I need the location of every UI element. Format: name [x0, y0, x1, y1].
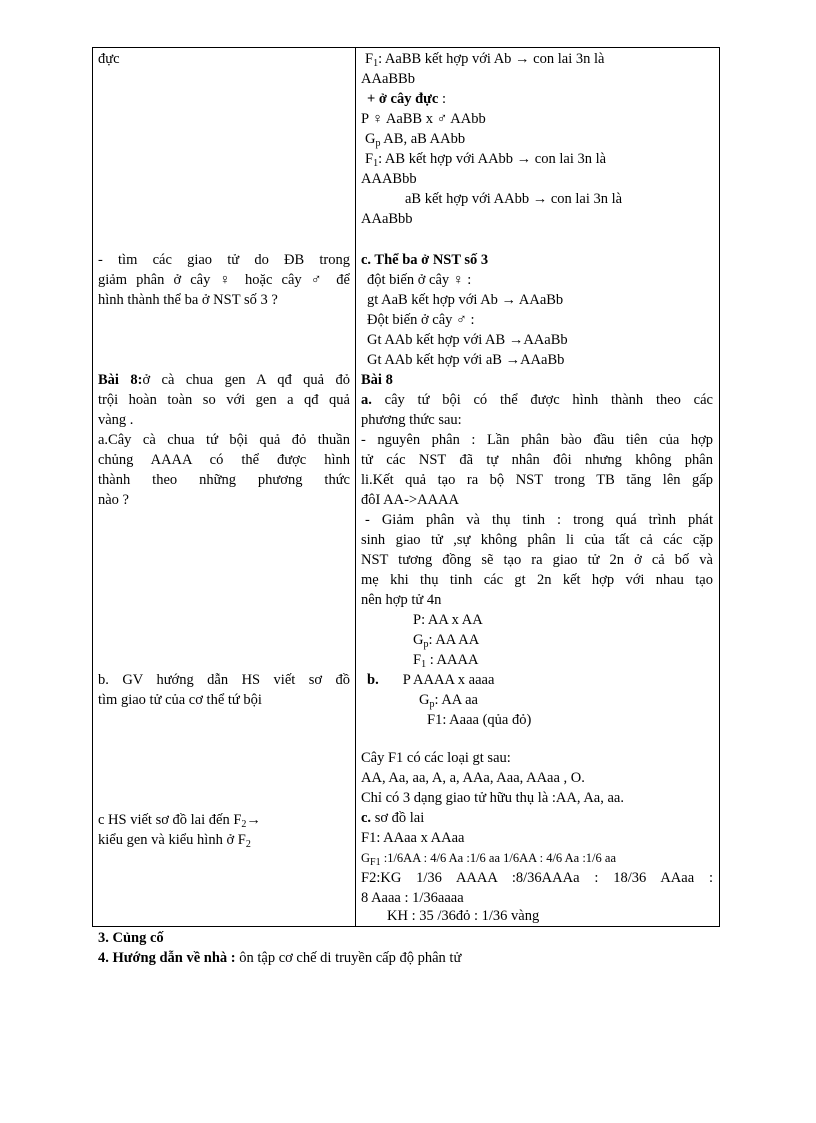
right-text: G	[413, 632, 424, 648]
right-text	[361, 808, 713, 828]
left-text: vàng .	[98, 412, 134, 428]
right-text	[419, 690, 771, 710]
homework-line	[98, 948, 461, 968]
right-text: sinh giao tử ,sự không phân li của tất cả các cặp	[361, 532, 713, 548]
right-text: AAaBBb	[361, 71, 415, 87]
subscript: F1	[370, 857, 381, 868]
right-text: P AAAA x aaaa	[402, 672, 495, 688]
right-text: AB, aB AAbb	[380, 131, 466, 147]
left-text	[98, 370, 350, 390]
left-text: chủng AAAA có thể được hình	[98, 452, 350, 468]
right-text: : AB kết hợp với AAbb → con lai 3n là	[378, 151, 607, 167]
right-text	[365, 129, 717, 149]
item-marker: c.	[361, 810, 372, 826]
right-text: F2:KG 1/36 AAAA :8/36AAAa : 18/36 AAaa :	[361, 870, 713, 886]
left-text: a.Cây cà chua tứ bội quả đỏ thuần	[98, 432, 350, 448]
right-text: li.Kết quả tạo ra bộ NST trong TB tăng lên gấp	[361, 472, 713, 488]
right-text: đột biến ở cây ♀ :	[367, 272, 472, 288]
right-text: Đột biến ở cây ♂ :	[367, 312, 475, 328]
section-heading: c. Thể ba ở NST số 3	[361, 252, 489, 268]
left-text	[98, 810, 350, 830]
right-text: G	[365, 131, 376, 147]
item-marker: b.	[367, 672, 379, 688]
left-text: tìm giao tử của cơ thể tứ bội	[98, 692, 262, 708]
right-text: : AAAA	[426, 652, 479, 668]
right-text: phương thức sau:	[361, 412, 462, 428]
right-text	[367, 89, 719, 109]
left-text: đực	[98, 51, 120, 67]
right-text: 8 Aaaa : 1/36aaaa	[361, 890, 464, 906]
right-text: đôI AA->AAAA	[361, 492, 459, 508]
right-text: gt AaB kết hợp với Ab → AAaBb	[367, 292, 564, 308]
column-divider	[355, 48, 356, 926]
left-text: - tìm các giao tử do ĐB trong	[98, 252, 350, 268]
right-text: : AaBB kết hợp với Ab → con lai 3n là	[378, 51, 605, 67]
right-text: Cây F1 có các loại gt sau:	[361, 750, 511, 766]
subscript: 2	[245, 839, 251, 850]
right-text	[413, 630, 765, 650]
right-text: nên hợp tử 4n	[361, 592, 442, 608]
right-text: AAABbb	[361, 171, 417, 187]
right-text	[361, 390, 713, 410]
left-text: c HS viết sơ đồ lai đến F	[98, 812, 242, 828]
left-text: kiểu gen và kiểu hình ở F	[98, 832, 246, 848]
item-marker: a.	[361, 392, 372, 408]
homework-text: ôn tập cơ chế di truyền cấp độ phân tử	[235, 950, 462, 966]
left-text: trội hoàn toàn so với gen a qđ quả	[98, 392, 350, 408]
right-text: :1/6AA : 4/6 Aa :1/6 aa 1/6AA : 4/6 Aa :1/6 aa	[380, 851, 616, 865]
right-text: tử các NST đã tự nhân đôi nhưng không phân	[361, 452, 713, 468]
right-text: P ♀ AaBB x ♂ AAbb	[361, 111, 486, 127]
right-text: - Giảm phân và thụ tinh : trong quá trình phát	[365, 512, 713, 528]
exercise-heading: Bài 8:	[98, 372, 143, 388]
subscript: 2	[241, 819, 247, 830]
subscript: 1	[421, 659, 427, 670]
right-text: P: AA x AA	[413, 612, 483, 628]
right-text	[361, 848, 713, 868]
section-heading: + ở cây đực	[367, 91, 439, 107]
lesson-table	[92, 47, 720, 927]
right-text	[367, 670, 719, 690]
left-text: ở cà chua gen A qđ quả đỏ	[142, 372, 351, 388]
right-text: F	[413, 652, 422, 668]
left-text: giảm phân ở cây ♀ hoặc cây ♂ để	[98, 272, 350, 288]
section-heading: 4. Hướng dẫn về nhà :	[98, 950, 236, 966]
right-text: G	[361, 851, 371, 865]
left-text: hình thành thể ba ở NST số 3 ?	[98, 292, 278, 308]
right-text: aB kết hợp với AAbb → con lai 3n là	[405, 191, 623, 207]
right-text: mẹ khi thụ tinh các gt 2n kết hợp với nhau tạo	[361, 572, 713, 588]
right-text: : AA aa	[434, 692, 478, 708]
right-text: Chỉ có 3 dạng giao tử hữu thụ là :AA, Aa, aa.	[361, 790, 624, 806]
right-text: cây tứ bội có thể được hình thành theo các	[371, 392, 713, 408]
left-text: b. GV hướng dẫn HS viết sơ đồ	[98, 672, 350, 688]
subscript: 1	[373, 58, 379, 69]
right-text: :	[441, 91, 446, 107]
subscript: p	[429, 699, 435, 710]
section-heading: 3. Củng cố	[98, 930, 164, 946]
subscript: 1	[373, 158, 379, 169]
right-text	[413, 650, 765, 670]
right-text: G	[419, 692, 430, 708]
subscript: p	[375, 138, 381, 149]
right-text: Gt AAb kết hợp với aB →AAaBb	[367, 352, 565, 368]
right-text: F1: AAaa x AAaa	[361, 830, 465, 846]
subscript: p	[423, 639, 429, 650]
right-text: F1: Aaaa (qủa đỏ)	[427, 712, 532, 728]
arrow: →	[246, 812, 261, 828]
right-text	[365, 149, 717, 169]
left-text: thành theo những phương thức	[98, 472, 350, 488]
left-text	[98, 830, 350, 850]
right-text: sơ đồ lai	[371, 810, 425, 826]
left-text: nào ?	[98, 492, 129, 508]
right-text	[365, 49, 717, 69]
right-text: - nguyên phân : Lần phân bào đầu tiên của hợp	[361, 432, 713, 448]
right-text: F	[365, 51, 374, 67]
right-text: Gt AAb kết hợp với AB →AAaBb	[367, 332, 568, 348]
exercise-heading: Bài 8	[361, 372, 393, 388]
right-text: : AA AA	[428, 632, 480, 648]
right-text: F	[365, 151, 374, 167]
right-text: NST tương đồng sẽ tạo ra giao tử 2n ở cả bố và	[361, 552, 713, 568]
right-text: KH : 35 /36đỏ : 1/36 vàng	[387, 908, 540, 924]
right-text: AA, Aa, aa, A, a, AAa, Aaa, AAaa , O.	[361, 770, 585, 786]
right-text: AAaBbb	[361, 211, 413, 227]
